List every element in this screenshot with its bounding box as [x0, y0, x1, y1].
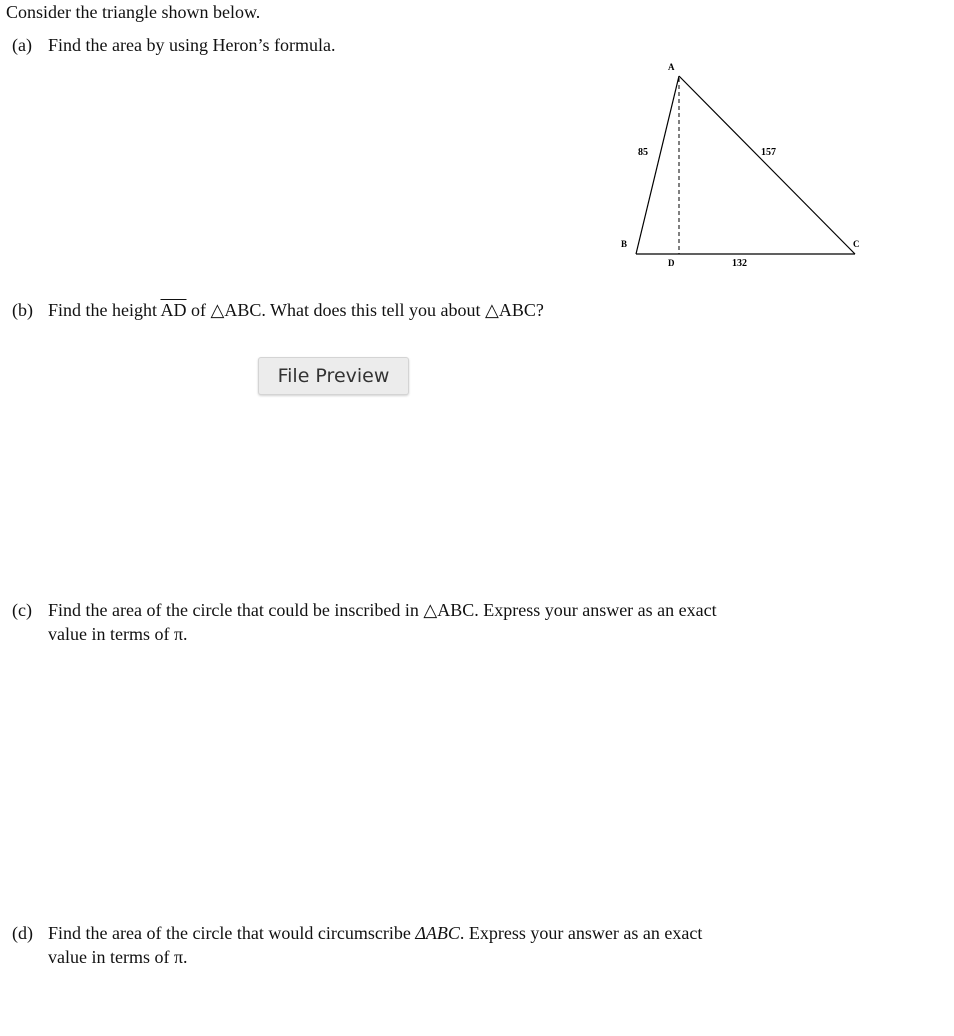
side-ac — [679, 76, 855, 254]
question-b-label: (b) — [12, 300, 33, 320]
question-d-triangle: ΔABC — [415, 923, 460, 943]
question-b-text-middle: of △ABC. What does this tell you about △ABC? — [186, 300, 544, 320]
question-c-label: (c) — [12, 600, 32, 620]
question-d-label: (d) — [12, 923, 33, 943]
question-a-text: Find the area by using Heron’s formula. — [48, 35, 336, 55]
question-c-line2: value in terms of π. — [48, 624, 188, 644]
vertex-c-label: C — [853, 239, 860, 249]
triangle-diagram — [0, 0, 954, 300]
side-ab-label: 85 — [638, 147, 648, 158]
question-b — [12, 298, 544, 322]
question-c — [12, 598, 717, 646]
question-d-line2: value in terms of π. — [48, 947, 188, 967]
side-ac-label: 157 — [761, 147, 776, 158]
question-a-label: (a) — [12, 35, 32, 55]
intro-text: Consider the triangle shown below. — [6, 2, 261, 22]
side-ab — [636, 76, 679, 254]
vertex-a-label: A — [668, 62, 675, 72]
file-preview-button[interactable]: File Preview — [258, 357, 409, 395]
question-c-line1: Find the area of the circle that could be inscribed in △ABC. Express your answer as an exact — [48, 600, 717, 620]
side-bc-label: 132 — [732, 258, 747, 269]
question-d-line1-before: Find the area of the circle that would circumscribe — [48, 923, 416, 943]
question-b-text-before: Find the height — [48, 300, 161, 320]
vertex-b-label: B — [621, 239, 628, 249]
question-d-line1-after: . Express your answer as an exact — [459, 923, 703, 943]
question-d — [12, 921, 702, 969]
vertex-d-label: D — [668, 258, 675, 268]
segment-ad: $\overline{AD}$ — [160, 300, 187, 320]
